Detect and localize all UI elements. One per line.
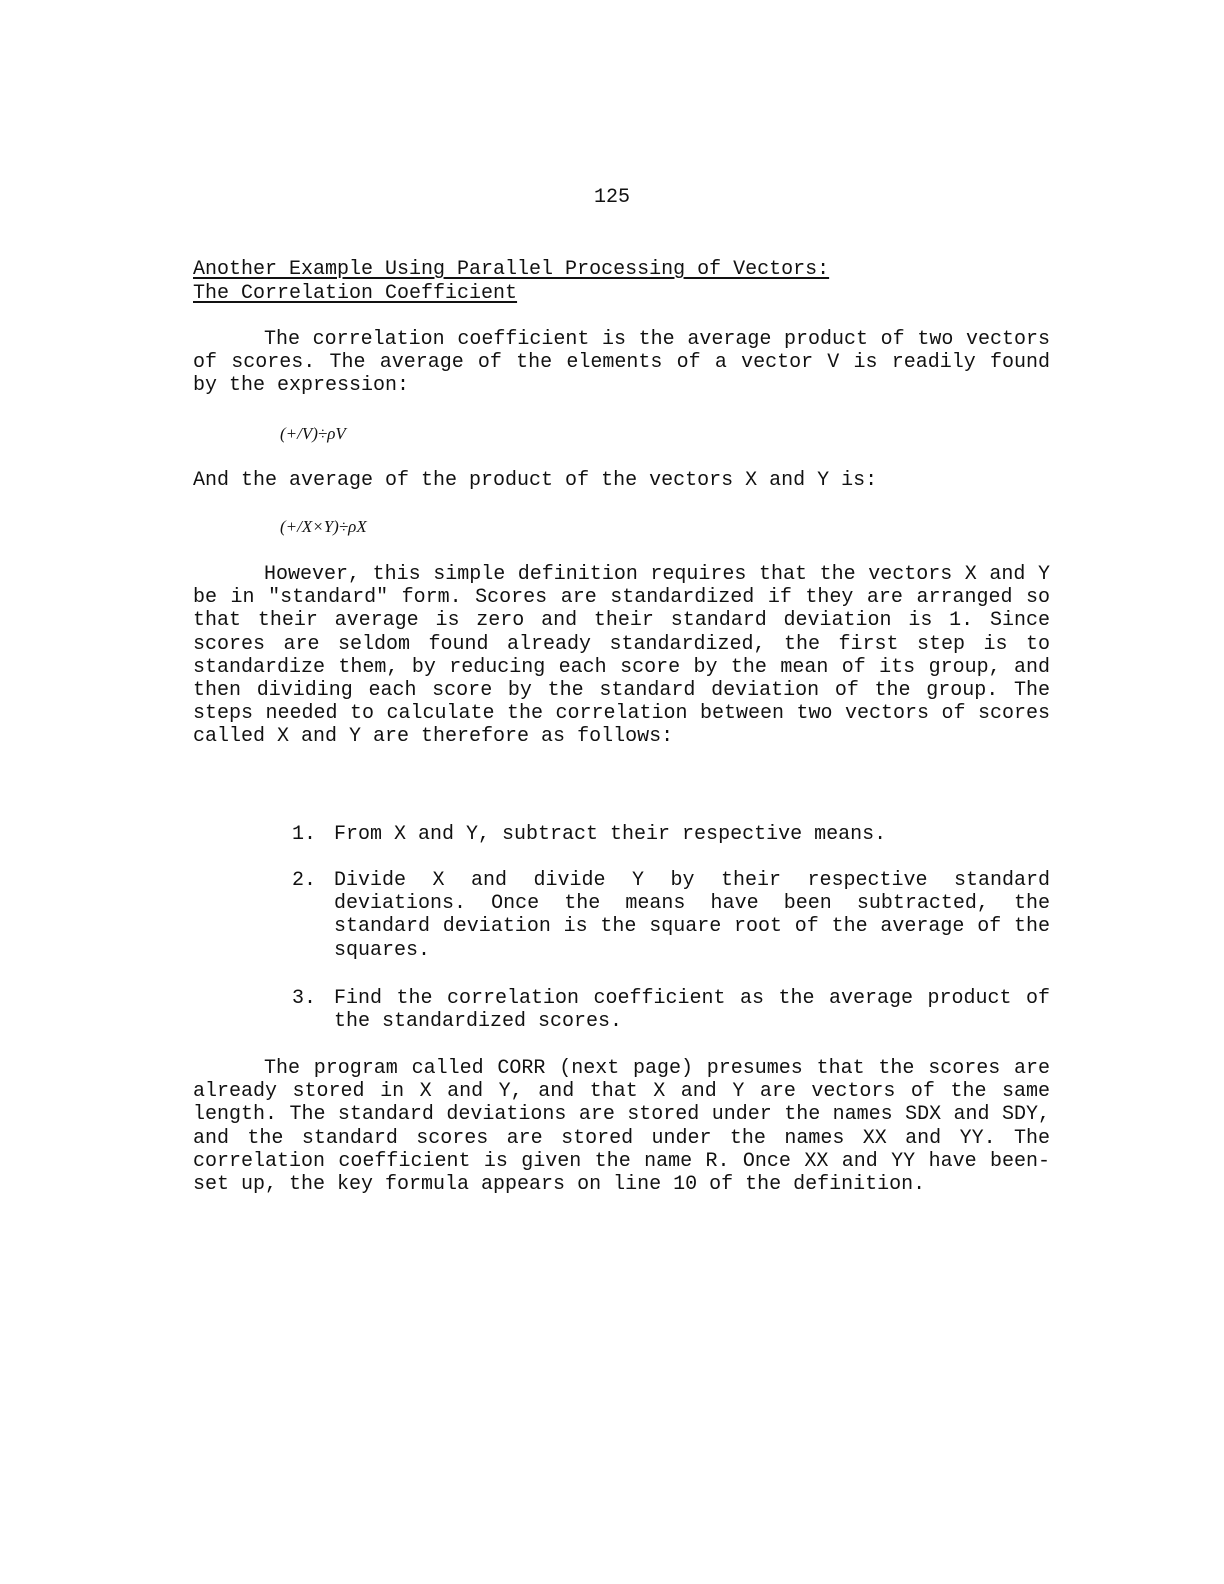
page-number: 125 [593, 186, 630, 209]
step-number: 1. [292, 823, 317, 846]
paragraph-intro: The correlation coefficient is the average product of two vectors of scores. The average of the elements of a vector V is readily found by the expression: [193, 328, 1050, 398]
paragraph-standardization: However, this simple definition requires that the vectors X and Y be in "standard" form. Scores are standardized if they are arranged so that their average is zero and their standard deviation is 1. Since scores are seldom found already standardized, the first step is to standardize them, by reducing each score by the mean of its group, and then dividing each score by the standard deviation of the group. The steps needed to calculate the correlation between two vectors of scores called X and Y are therefore as follows: [193, 563, 1050, 749]
step-text: Find the correlation coefficient as the average product of the standardized scores. [334, 987, 1050, 1034]
formula-average-v: (+/V)÷ρV [280, 424, 346, 443]
heading-line-2: The Correlation Coefficient [193, 282, 518, 305]
list-item [292, 987, 1050, 1033]
list-item [292, 823, 1050, 846]
formula-average-product: (+/X×Y)÷ρX [280, 517, 367, 536]
heading-line-1: Another Example Using Parallel Processing of Vectors: [193, 258, 830, 281]
paragraph-program-description: The program called CORR (next page) presumes that the scores are already stored in X and Y, and that X and Y are vectors of the same length. The standard deviations are stored under the names SDX and SDY, and the standard scores are stored under the names XX and YY. The correlation coefficient is given the name R. Once XX and YY have been-set up, the key formula appears on line 10 of the definition. [193, 1057, 1050, 1197]
step-text: From X and Y, subtract their respective means. [334, 823, 887, 846]
step-number: 2. [292, 869, 317, 892]
section-heading [193, 258, 829, 306]
step-number: 3. [292, 987, 317, 1010]
step-text: Divide X and divide Y by their respective standard deviations. Once the means have been subtracted, the standard deviation is the square root of the average of the squares. [334, 869, 1050, 962]
paragraph-product-average: And the average of the product of the vectors X and Y is: [193, 469, 878, 492]
list-item [292, 869, 1050, 962]
